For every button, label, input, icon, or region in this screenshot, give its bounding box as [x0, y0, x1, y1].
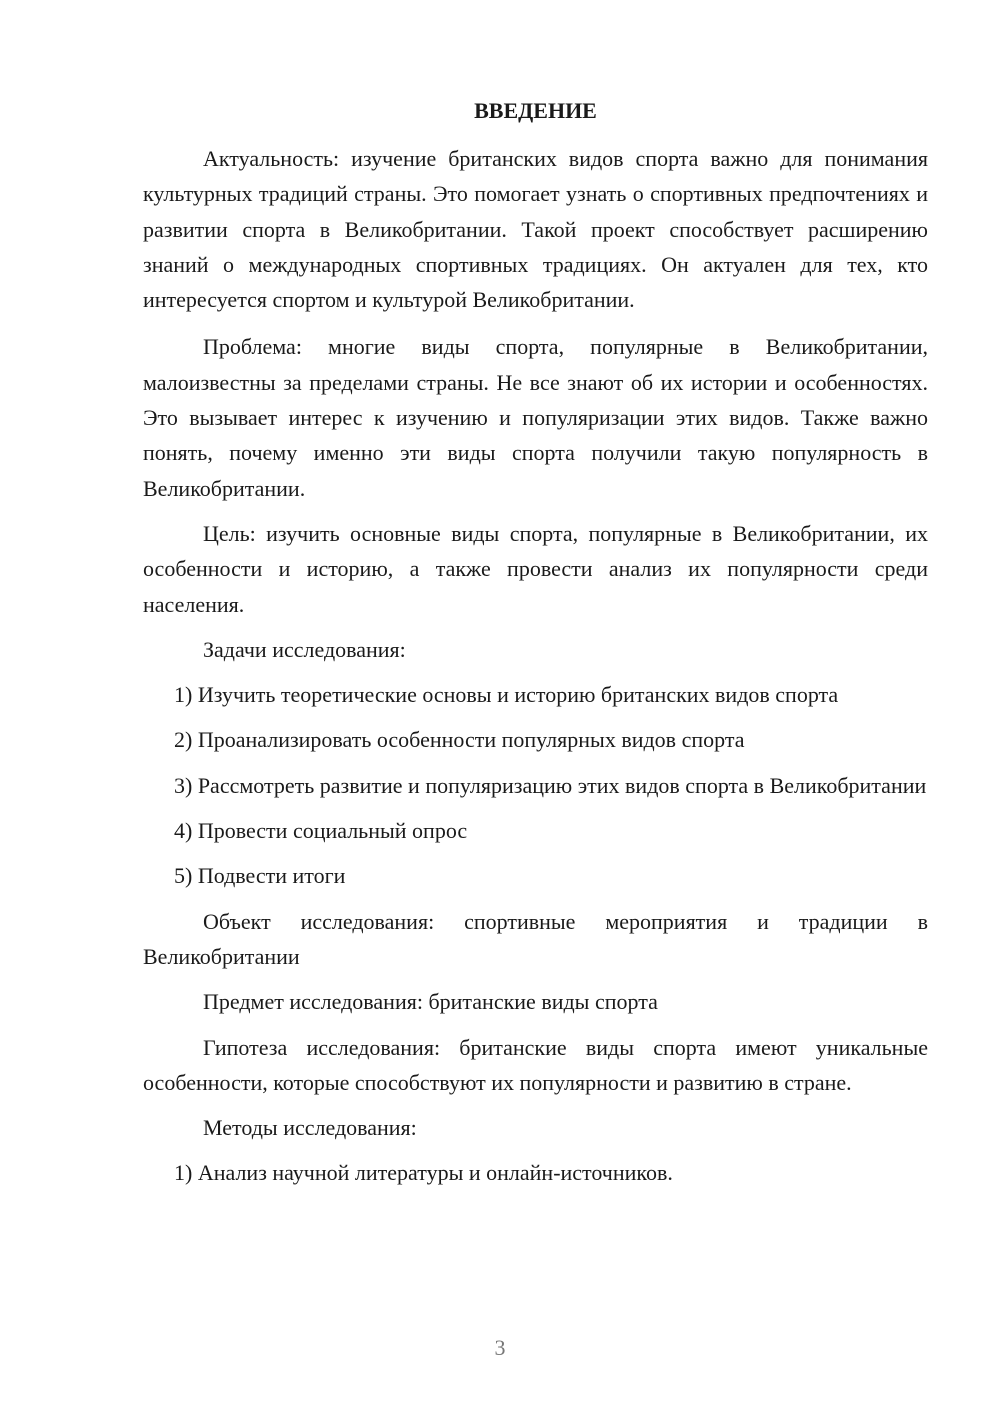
task-item: 4) Провести социальный опрос: [174, 818, 468, 844]
methods-heading: Методы исследования:: [203, 1115, 417, 1141]
problem-paragraph: Проблема: многие виды спорта, популярные в Великобритании, малоизвестны за пределами страны. Не все знают об их истории и особенностях. Это вызывает интерес к изучению и популяризации этих видов. Также важно понять, почему именно эти виды спорта получили такую популярность в Великобритании.: [143, 334, 928, 501]
goal-paragraph: Цель: изучить основные виды спорта, популярные в Великобритании, их особенности и историю, а также провести анализ их популярности среди населения.: [143, 520, 928, 617]
task-item: 5) Подвести итоги: [174, 863, 346, 889]
page-number: 3: [494, 1335, 506, 1360]
task-item: 2) Проанализировать особенности популярных видов спорта: [174, 727, 745, 753]
relevance-paragraph: Актуальность: изучение британских видов спорта важно для понимания культурных традиций страны. Это помогает узнать о спортивных предпочтениях и развитии спорта в Великобритании. Такой проект способствует расширению знаний о международных спортивных традициях. Он актуален для тех, кто интересуется спортом и культурой Великобритании.: [143, 146, 928, 313]
task-item: 3) Рассмотреть развитие и популяризацию этих видов спорта в Великобритании: [174, 772, 927, 798]
page-content: [143, 96, 928, 1191]
page-title: ВВЕДЕНИЕ: [474, 98, 597, 123]
hypothesis-paragraph: Гипотеза исследования: британские виды спорта имеют уникальные особенности, которые способствуют их популярности и развитию в стране.: [143, 1034, 928, 1095]
method-item: 1) Анализ научной литературы и онлайн-источников.: [174, 1160, 673, 1186]
tasks-heading: Задачи исследования:: [203, 636, 406, 662]
task-item: 1) Изучить теоретические основы и историю британских видов спорта: [174, 682, 839, 708]
object-paragraph: Объект исследования: спортивные мероприятия и традиции в Великобритании: [143, 908, 928, 969]
subject-paragraph: Предмет исследования: британские виды спорта: [203, 989, 658, 1015]
